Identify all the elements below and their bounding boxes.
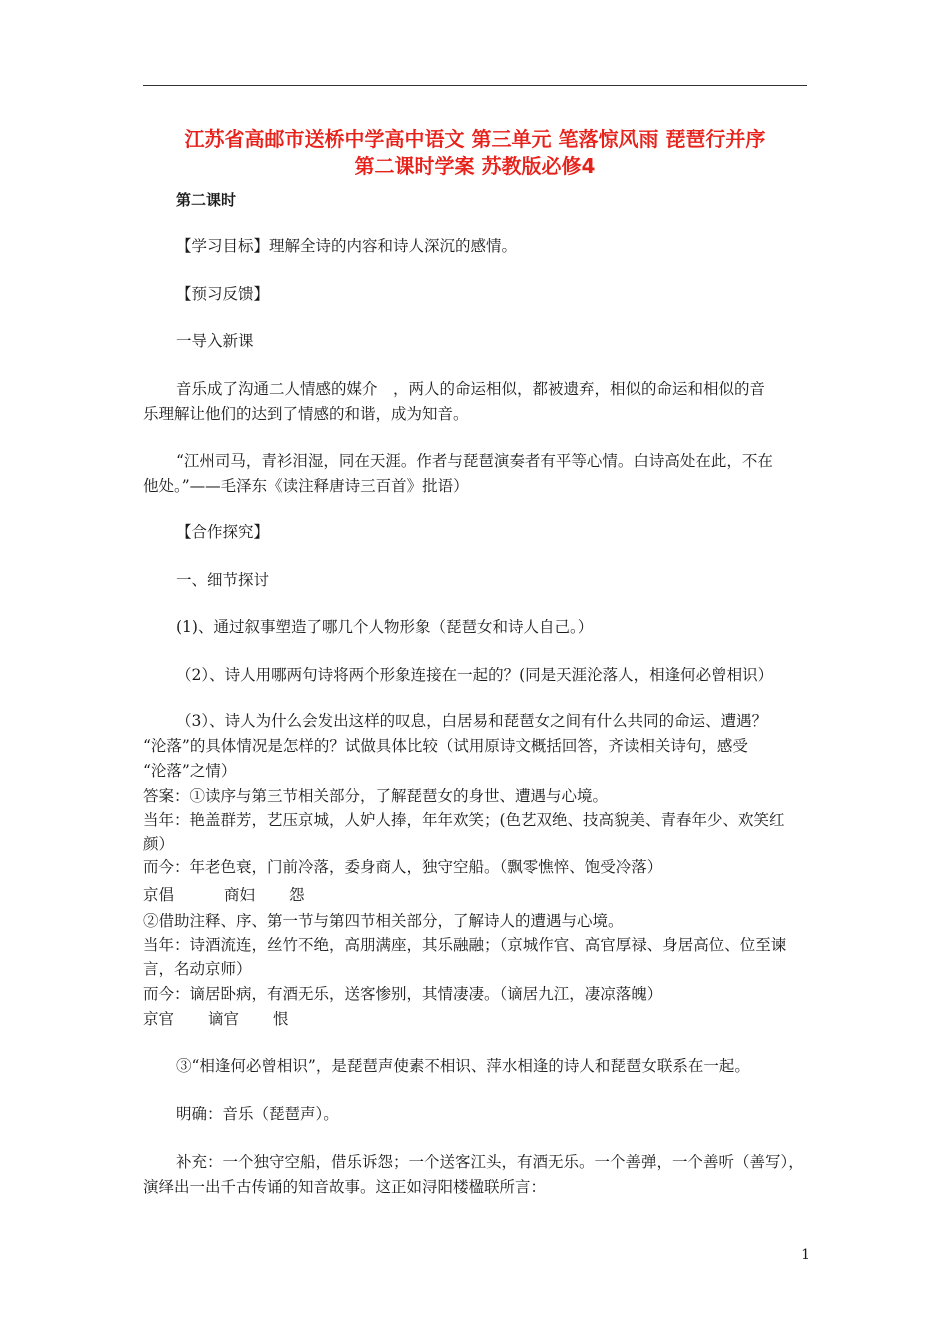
contrast-1 [143, 885, 807, 905]
intro-paragraph-2-line-2: 他处。”——毛泽东《读注释唐诗三百首》批语） [143, 477, 469, 495]
answer-2: ②借助注释、序、第一节与第四节相关部分，了解诗人的遭遇与心境。 [143, 912, 624, 930]
document-title-line-1: 江苏省高邮市送桥中学高中语文 第三单元 笔落惊风雨 琵琶行并序 [184, 127, 766, 151]
page-number: 1 [801, 1247, 810, 1263]
cooperate-heading: 【合作探究】 [176, 523, 270, 541]
question-3-line-3: “沦落”之情） [143, 762, 237, 780]
answer-3: ③“相逢何必曾相识”，是琵琶声使素不相识、萍水相逢的诗人和琵琶女联系在一起。 [176, 1057, 750, 1075]
preview-heading: 【预习反馈】 [176, 285, 270, 303]
learning-goal: 【学习目标】理解全诗的内容和诗人深沉的感情。 [176, 237, 518, 255]
contrast-2 [143, 1009, 807, 1029]
document-title-line-2: 第二课时学案 苏教版必修4 [354, 154, 596, 178]
section-heading: 第二课时 [176, 191, 237, 209]
answer-1: 答案：①读序与第三节相关部分，了解琵琶女的身世、遭遇与心境。 [143, 787, 609, 805]
question-1: (1)、通过叙事塑造了哪几个人物形象（琵琶女和诗人自己。） [176, 618, 594, 636]
question-2: （2）、诗人用哪两句诗将两个形象连接在一起的？(同是天涯沦落人，相逢何必曾相识） [176, 666, 774, 684]
then-1-line-2: 颜） [143, 835, 175, 853]
intro-paragraph-1-line-2: 乐理解让他们的达到了情感的和谐，成为知音。 [143, 405, 469, 423]
now-1: 而今：年老色衰，门前冷落，委身商人，独守空船。（飘零憔悴、饱受冷落） [143, 858, 663, 876]
now-2: 而今：谪居卧病，有酒无乐，送客惨别，其情凄凄。（谪居九江，凄凉落魄） [143, 985, 663, 1003]
contrast-1-emotion: 怨 [289, 886, 305, 904]
contrast-1-before: 京倡 [143, 886, 175, 904]
intro-paragraph-2-line-1: “江州司马，青衫泪湿，同在天涯。作者与琵琶演奏者有平等心情。白诗高处在此，不在 [176, 452, 773, 470]
then-2-line-2: 言，名动京师） [143, 960, 252, 978]
then-2-line-1: 当年：诗酒流连，丝竹不绝，高朋满座，其乐融融；（京城作官、高官厚禄、身居高位、位至谏 [143, 936, 787, 954]
question-3-line-1: （3）、诗人为什么会发出这样的叹息，白居易和琵琶女之间有什么共同的命运、遭遇？ [176, 712, 768, 730]
supplement-line-2: 演绎出一出千古传诵的知音故事。这正如浔阳楼楹联所言： [143, 1178, 547, 1196]
then-1-line-1: 当年：艳盖群芳，艺压京城，人妒人捧，年年欢笑；(色艺双绝、技高貌美、青春年少、欢笑红 [143, 811, 785, 829]
intro-heading: 一导入新课 [176, 332, 254, 350]
supplement-line-1: 补充：一个独守空船，借乐诉怨；一个送客江头，有酒无乐。一个善弹，一个善听（善写）， [176, 1153, 804, 1171]
contrast-2-emotion: 恨 [273, 1010, 289, 1028]
contrast-1-after: 商妇 [224, 886, 256, 904]
contrast-2-after: 谪官 [208, 1010, 240, 1028]
header-rule [143, 85, 807, 86]
clarify: 明确：音乐（琵琶声）。 [176, 1105, 339, 1123]
question-3-line-2: “沦落”的具体情况是怎样的？试做具体比较（试用原诗文概括回答，齐读相关诗句，感受 [143, 737, 748, 755]
detail-heading: 一、细节探讨 [176, 571, 270, 589]
intro-paragraph-1-line-1: 音乐成了沟通二人情感的媒介 ，两人的命运相似，都被遗弃，相似的命运和相似的音 [176, 380, 766, 398]
contrast-2-before: 京官 [143, 1010, 175, 1028]
